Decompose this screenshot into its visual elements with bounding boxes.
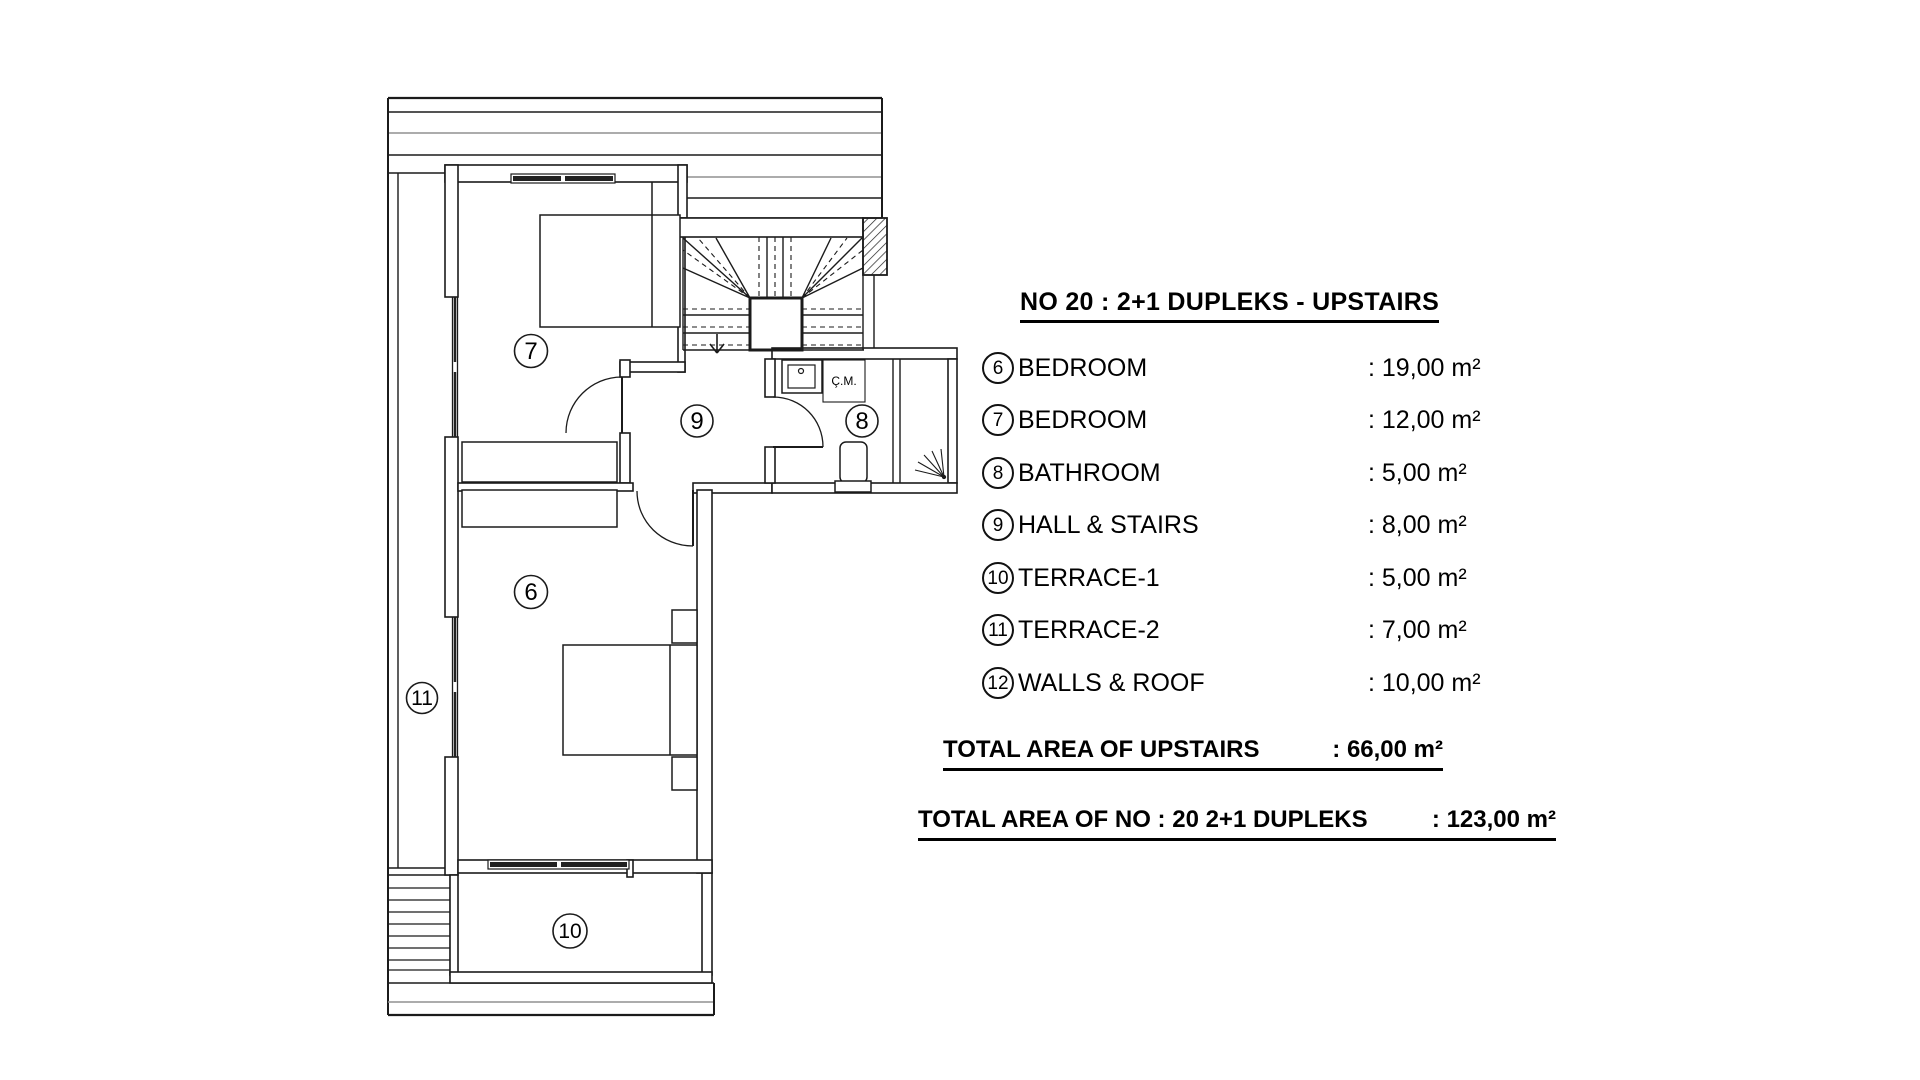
room-badge: 12 <box>982 667 1014 699</box>
room-label: WALLS & ROOF <box>1018 668 1205 697</box>
wardrobe-room7 <box>462 442 617 482</box>
total-upstairs-label: TOTAL AREA OF UPSTAIRS <box>943 736 1260 763</box>
shower-partition <box>893 359 946 483</box>
room-label: BEDROOM <box>1018 405 1148 434</box>
room-badge: 7 <box>982 404 1014 436</box>
roof-hatch-band <box>388 98 882 218</box>
room-badge: 6 <box>982 352 1014 384</box>
room-area: : 19,00 m² <box>1368 353 1481 382</box>
room-area: : 5,00 m² <box>1368 458 1467 487</box>
toilet-icon <box>835 442 871 492</box>
room-badge: 8 <box>982 457 1014 489</box>
bed-room6 <box>563 645 697 755</box>
room-badge: 9 <box>982 509 1014 541</box>
room-area: : 12,00 m² <box>1368 405 1481 434</box>
chimney-hatch <box>863 218 887 275</box>
room-label: HALL & STAIRS <box>1018 510 1199 539</box>
room-area: : 10,00 m² <box>1368 668 1481 697</box>
exterior-steps <box>388 875 450 983</box>
nightstand <box>672 610 697 643</box>
room-label: BEDROOM <box>1018 353 1148 382</box>
legend-row <box>982 404 1542 436</box>
bed-room7 <box>540 215 680 327</box>
room-number-8: 8 <box>855 408 869 435</box>
cm-label: Ç.M. <box>831 374 857 388</box>
wardrobe-room6 <box>462 490 617 527</box>
room-area: : 7,00 m² <box>1368 615 1467 644</box>
legend-row <box>982 667 1542 699</box>
room-area: : 5,00 m² <box>1368 563 1467 592</box>
total-upstairs-row <box>943 736 1443 771</box>
drain-spray-icon <box>915 449 946 479</box>
room-number-7: 7 <box>524 338 538 365</box>
legend-row <box>982 509 1542 541</box>
total-dupleks-label: TOTAL AREA OF NO : 20 2+1 DUPLEKS <box>918 806 1368 833</box>
legend-title: NO 20 : 2+1 DUPLEKS - UPSTAIRS <box>1020 288 1439 323</box>
total-dupleks-row <box>918 806 1556 841</box>
legend-row <box>982 457 1542 489</box>
staircase <box>683 237 874 353</box>
pavement-band <box>388 983 714 1015</box>
room-area: : 8,00 m² <box>1368 510 1467 539</box>
total-dupleks-value: : 123,00 m² <box>1431 806 1556 833</box>
legend-row <box>982 352 1542 384</box>
room-number-6: 6 <box>524 579 538 606</box>
sink-icon <box>782 360 822 393</box>
nightstand <box>672 757 697 790</box>
legend-row <box>982 562 1542 594</box>
room-number-9: 9 <box>690 408 704 435</box>
terrace-2-strip <box>388 98 450 1015</box>
plan-labels <box>407 335 879 949</box>
room-badge: 10 <box>982 562 1014 594</box>
room-label: TERRACE-2 <box>1018 615 1160 644</box>
legend-row <box>982 614 1542 646</box>
room-label: TERRACE-1 <box>1018 563 1160 592</box>
total-upstairs-value: : 66,00 m² <box>1332 736 1443 763</box>
room-number-10: 10 <box>558 920 582 943</box>
room-label: BATHROOM <box>1018 458 1161 487</box>
room-number-11: 11 <box>411 687 433 710</box>
room-badge: 11 <box>982 614 1014 646</box>
